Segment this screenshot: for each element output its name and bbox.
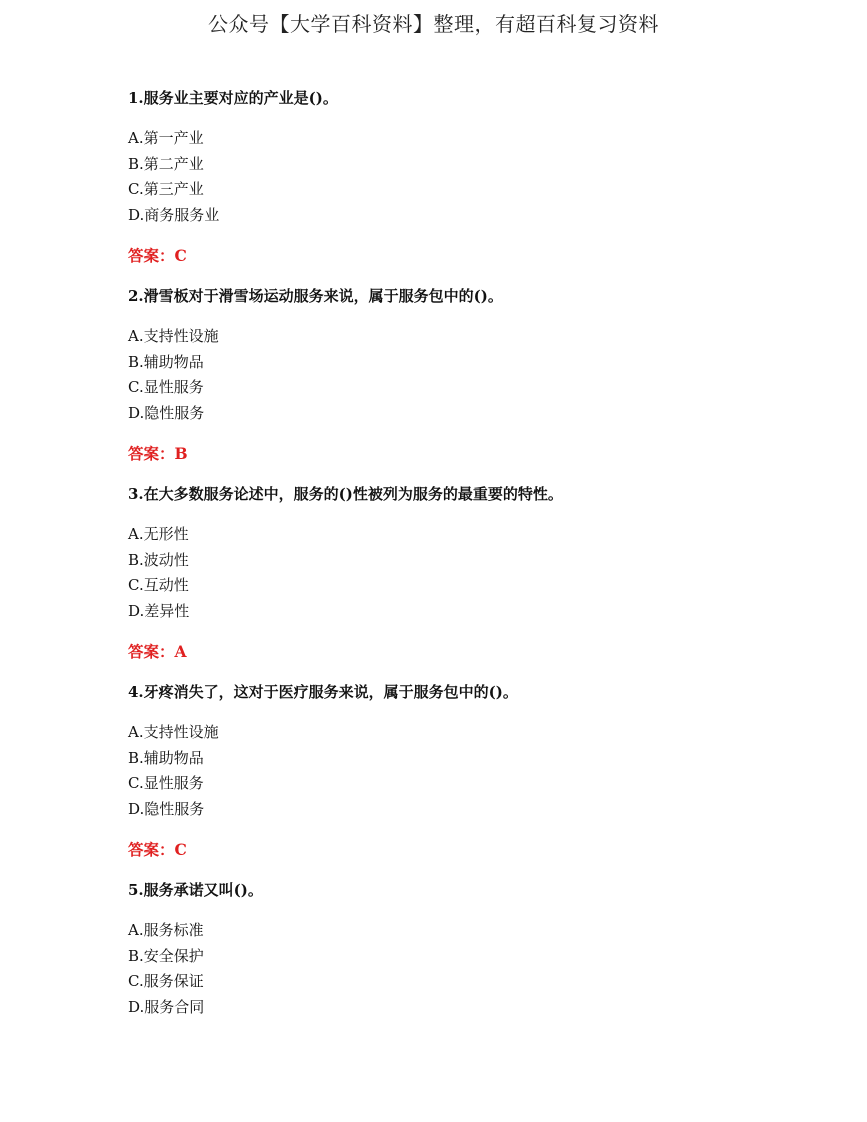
option-a: A.支持性设施 <box>128 723 219 741</box>
option-c: C.显性服务 <box>128 378 204 396</box>
answer-label: 答案：C <box>128 840 187 859</box>
answer-label: 答案：B <box>128 444 188 463</box>
option-b: B.第二产业 <box>128 154 204 173</box>
question-title: 5.服务承诺又叫()。 <box>128 881 263 899</box>
question-list <box>128 87 828 1020</box>
answer-label: 答案：A <box>128 642 187 661</box>
option-b: B.辅助物品 <box>128 748 204 767</box>
option-c: C.服务保证 <box>128 972 204 990</box>
option-a: A.第一产业 <box>128 129 204 147</box>
question-5 <box>128 879 828 1020</box>
question-4 <box>128 681 828 861</box>
option-b: B.辅助物品 <box>128 352 204 371</box>
option-b: B.波动性 <box>128 550 189 569</box>
option-a: A.服务标准 <box>128 921 204 939</box>
option-d: D.隐性服务 <box>128 799 205 818</box>
question-1 <box>128 87 828 267</box>
option-d: D.服务合同 <box>128 997 205 1016</box>
option-c: C.互动性 <box>128 576 189 594</box>
option-b: B.安全保护 <box>128 946 204 965</box>
question-3 <box>128 483 828 663</box>
question-2 <box>128 285 828 465</box>
option-d: D.隐性服务 <box>128 403 205 422</box>
question-title: 1.服务业主要对应的产业是()。 <box>128 89 338 107</box>
option-a: A.无形性 <box>128 525 189 543</box>
option-d: D.商务服务业 <box>128 205 220 224</box>
answer-label: 答案：C <box>128 246 187 265</box>
option-c: C.第三产业 <box>128 180 204 198</box>
question-title: 2.滑雪板对于滑雪场运动服务来说，属于服务包中的()。 <box>128 287 503 305</box>
option-d: D.差异性 <box>128 601 190 620</box>
option-c: C.显性服务 <box>128 774 204 792</box>
option-a: A.支持性设施 <box>128 327 219 345</box>
question-title: 3.在大多数服务论述中，服务的()性被列为服务的最重要的特性。 <box>128 485 563 503</box>
page-header: 公众号【大学百科资料】整理，有超百科复习资料 <box>208 12 659 36</box>
question-title: 4.牙疼消失了，这对于医疗服务来说，属于服务包中的()。 <box>128 683 518 701</box>
